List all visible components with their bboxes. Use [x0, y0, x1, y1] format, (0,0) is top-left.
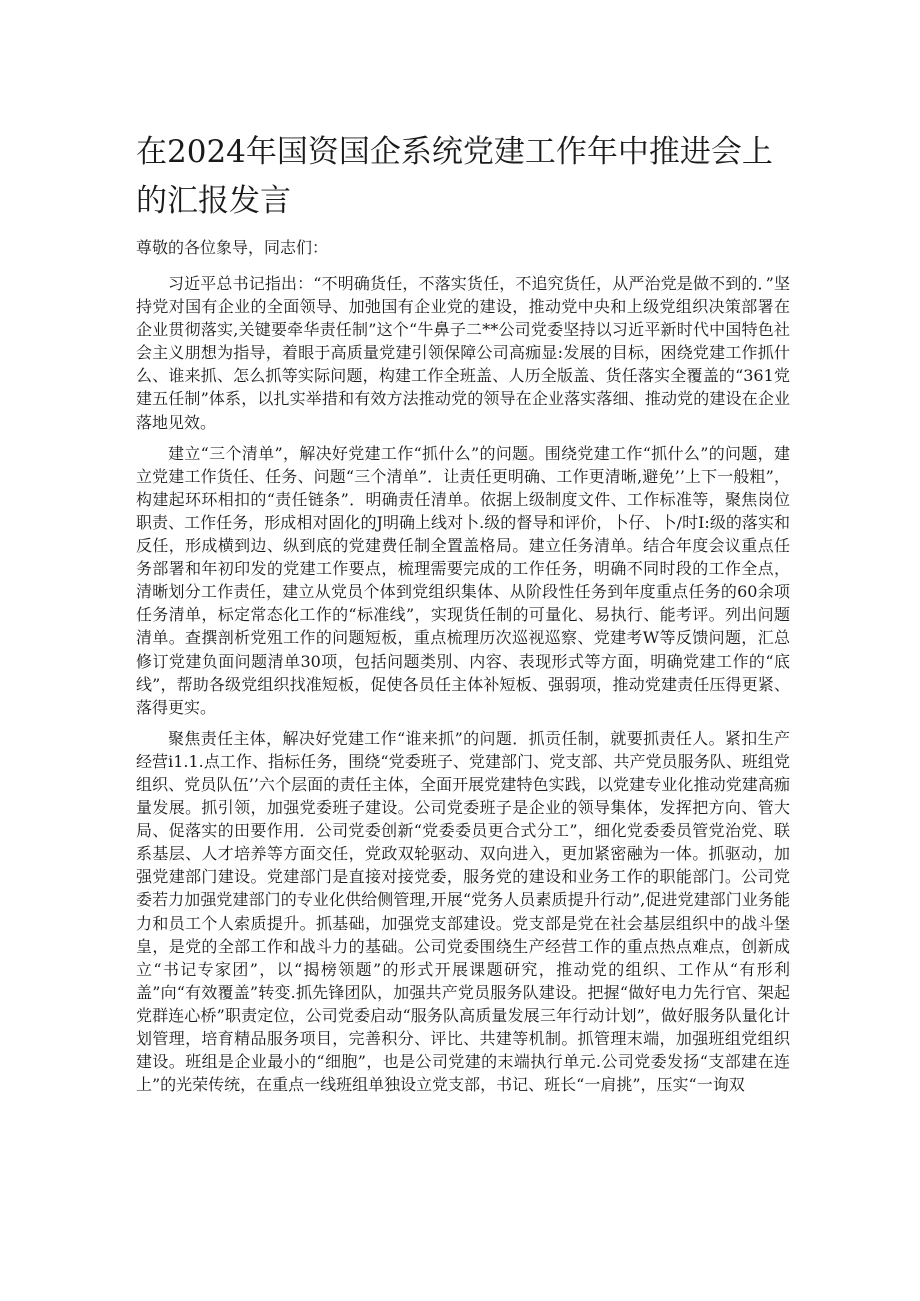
- document-body: [136, 272, 790, 1104]
- paragraph: 聚焦责任主体，解决好党建工作“谁来抓”的问题．抓贡任制，就要抓责任人。紧扣生产经营i1.1.点工作、指标任务，围绕“党委班子、党建部门、党支部、共产党员服务队、班组党组织、党员队伍’’六个层面的责任主体，全面开展党建特色实践，以党建专业化推动党建高痂量发展。抓引领，加强党委班子建设。公司党委班子是企业的领导集体，发挥把方向、管大局、促落实的田要作用．公司党委创新“党委委员更合式分工”，细化党委委员管党治党、联系基层、人才培养等方面交任，党政双轮驱动、双向进入，更加紧密融为一体。抓驱动，加强党建部门建设。党建部门是直接对接党委，服务党的建设和业务工作的职能部门。公司党委若力加强党建部门的专业化供给侧管理,开展“党务人员素质提升行动”,促进党建部门业务能力和员工个人索质提升。抓基础，加强党支部建设。党支部是党在社会基层组织中的战斗堡皇，是党的全部工作和战斗力的基础。公司党委围绕生产经营工作的重点热点难点，创新成立“书记专家团”，以“揭榜领题”的形式开展课题研究，推动党的组织、工作从“有形利盖”向“有效覆盖”转变.抓先锋团队，加强共产党员服务队建设。把握“做好电力先行官、架起党群连心桥”职责定位，公司党委启动“服务队高质量发展三年行动计划”，做好服务队量化计划管理，培育精品服务项目，完善积分、评比、共建等机制。抓管理末端，加强班组党组织建设。班组是企业最小的“细胞”，也是公司党建的末端执行单元.公司党委发扬“支部建在连上”的光荣传统，在重点一线班组单独设立党支部，书记、班长“一肩挑”，压实“一询双: [136, 728, 790, 1095]
- salutation: 尊敬的各位象导，同志们：: [136, 238, 329, 257]
- paragraph: 习近平总书记指出：“不明确货任，不落实货任，不追究货任，从严治党是做不到的．”坚持党对国有企业的全面领导、加弛国有企业党的建设，推动党中央和上级党组织决策部署在企业贯彻落实,关键要牵华责任制”这个“牛鼻子二**公司党委坚持以习近平新时代中国特色社会主义朋想为指导，着眼于高质量党建引领保障公司高痂显:发展的目标，困绕党建工作抓什么、谁来抓、怎么抓等实际问题，构建工作全班盖、人历全版盖、货任落实全覆盖的“361党建五任制”体系，以扎实举措和有效方法推动党的领导在企业落实落细、推动党的建设在企业落地见效。: [136, 274, 790, 432]
- paragraph: 建立“三个清单”，解决好党建工作“抓什么”的问题。围绕党建工作“抓什么”的问题，建立党建工作货任、任务、问题“三个清单”．让责任更明确、工作更清晰,避免’’上下一般粗”，构建起环环相扣的“责任链条”．明确责任清单。依据上级制度文件、工作标准等，聚焦岗位职责、工作任务，形成相对固化的J明确上线对卜.级的督导和评价，卜仔、卜/时I:级的落实和反任，形成横到边、纵到底的党建费任制全置盖格局。建立任务清单。结合年度会议重点任务部署和年初印发的党建工作要点，梳理需要完成的工作任务，明确不同时段的工作全点，清晰划分工作责任，建立从党员个体到党组织集体、从阶段性任务到年度重点任务的60余项任务清单，标定常态化工作的“标准线”，实现货任制的可量化、易执行、能考评。列出问题清单。查撰剖析党殂工作的问题短板，重点梳理历次巡视巡察、党建考W等反馈问题，汇总修订党建负面问题清单30项，包括问题类別、内容、表现形式等方面，明确党建工作的“底线”，帮助各级党组织找准短板，促使各员任主体补短板、强弱项，推动党建责任压得更紧、落得更实。: [136, 443, 790, 717]
- page-title: 在2024年国资国企系统党建工作年中推进会上的汇报发言: [136, 134, 773, 219]
